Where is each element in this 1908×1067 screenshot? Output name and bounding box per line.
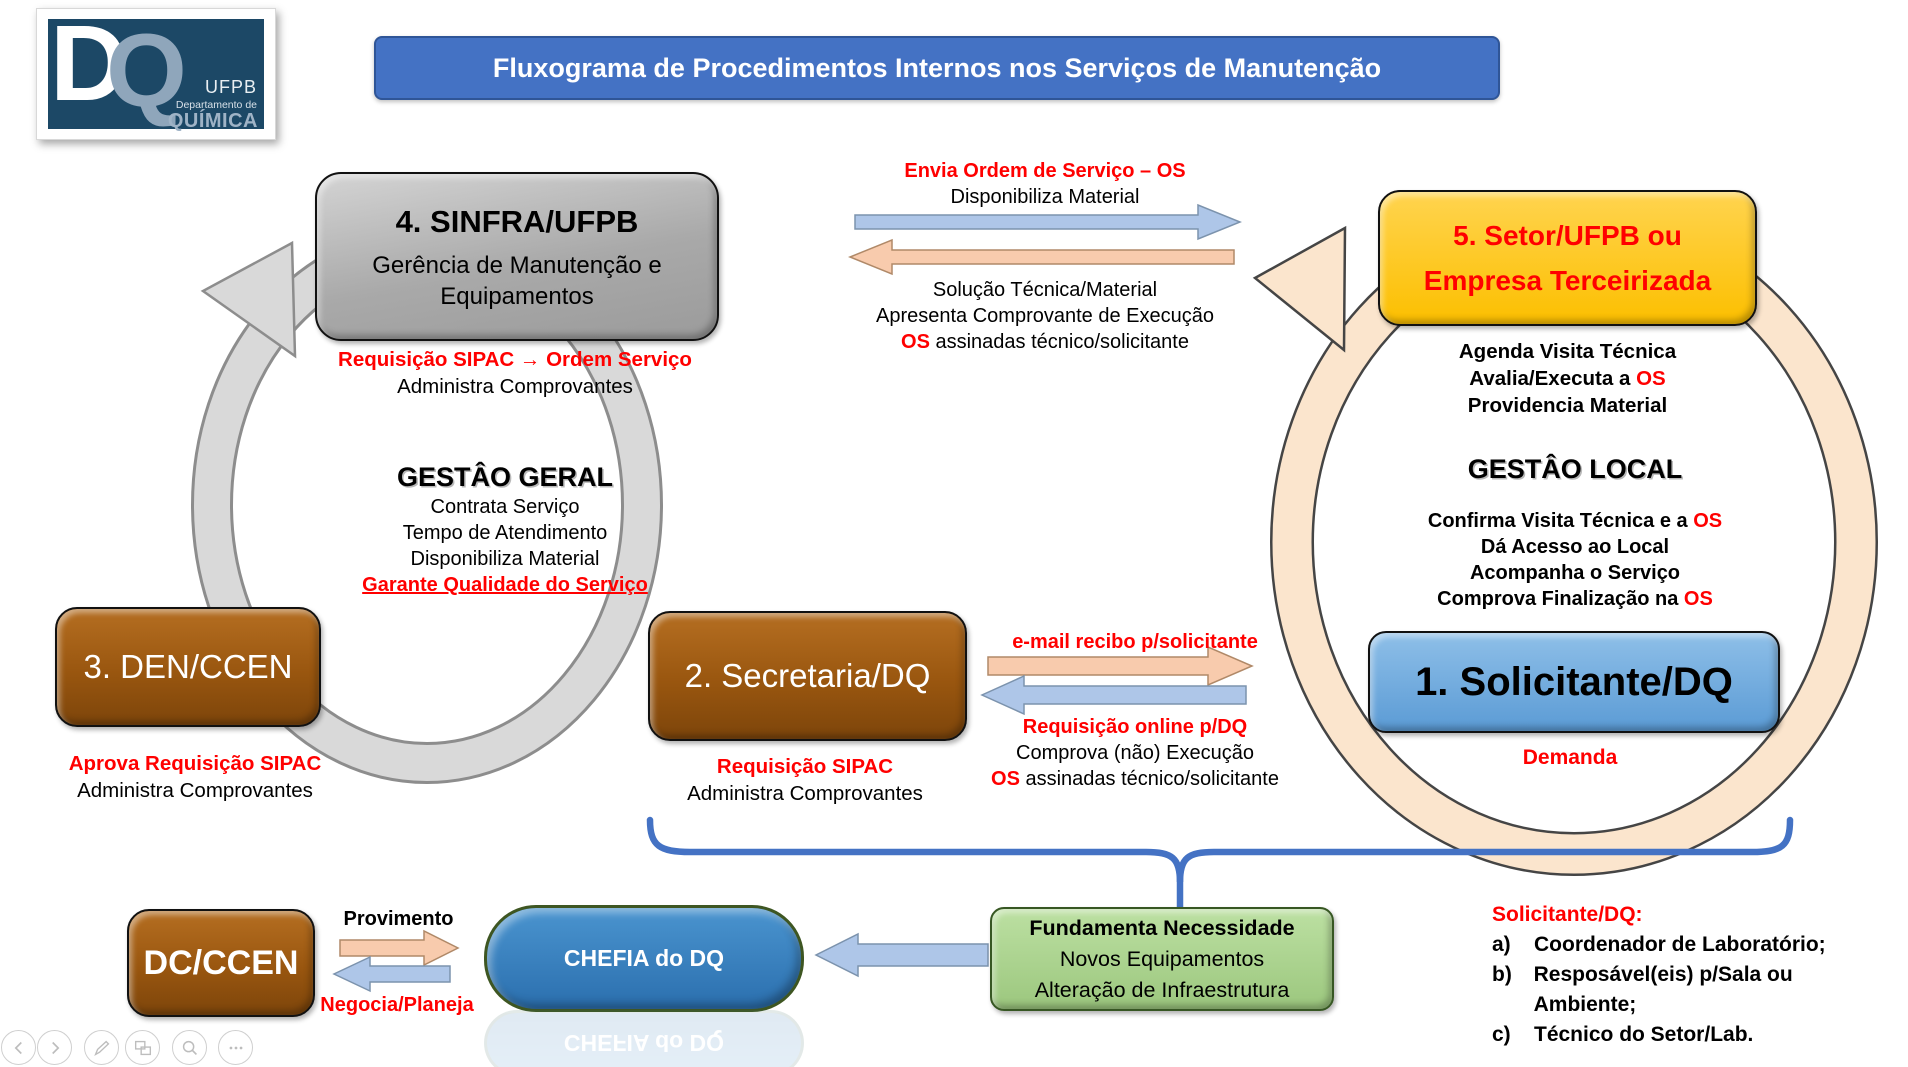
flow-top-back2: Apresenta Comprovante de Execução	[876, 305, 1214, 327]
slide-sorter-icon	[132, 1037, 154, 1059]
arrow-left-negocia-icon	[334, 957, 450, 991]
flow-mid-labels-below	[950, 714, 1320, 792]
previous-icon	[8, 1037, 30, 1059]
logo-letter-d: D	[50, 2, 128, 123]
setor-title-line1: 5. Setor/UFPB ou	[1453, 220, 1682, 251]
gestao-local-line2: Dá Acesso ao Local	[1480, 536, 1670, 558]
flow-top-red-label: Envia Ordem de Serviço – OS	[904, 160, 1186, 182]
logo-org-text: UFPB	[204, 77, 257, 97]
fundamenta-line2: Novos Equipamentos	[1059, 946, 1265, 971]
secretaria-note-red: Requisição SIPAC	[716, 755, 894, 778]
pen-icon	[91, 1037, 113, 1059]
gestao-local-line4-pre: Comprova Finalização na	[1437, 588, 1684, 610]
arrow-left-setor-to-sinfra-icon	[850, 240, 1234, 274]
node-sinfra-ufpb	[315, 172, 719, 341]
next-slide-button[interactable]	[37, 1030, 72, 1065]
requesters-legend	[1492, 900, 1897, 1050]
gestao-local-line3: Acompanha o Serviço	[1469, 562, 1681, 584]
flow-mid-red-label: Requisição online p/DQ	[1022, 716, 1248, 738]
fundamenta-line3: Alteração de Infraestrutura	[1034, 977, 1290, 1002]
arrow-right-provimento-icon	[340, 931, 458, 965]
logo-letter-q: Q	[106, 13, 187, 129]
item-a-text: Coordenador de Laboratório;	[1534, 933, 1826, 956]
gestao-local-line1	[1360, 508, 1790, 534]
zoom-button[interactable]	[172, 1030, 207, 1065]
chefia-title: CHEFIA do DQ	[563, 945, 725, 971]
gestao-local-line1-pre: Confirma Visita Técnica e a	[1427, 510, 1694, 532]
item-b-text: Resposável(eis) p/Sala ou Ambiente;	[1533, 963, 1793, 1016]
node-chefia-do-dq	[484, 905, 804, 1012]
flow-top-back1: Solução Técnica/Material	[932, 279, 1158, 301]
next-icon	[44, 1037, 66, 1059]
flow-mid-line2: Comprova (não) Execução	[1016, 742, 1254, 764]
dq-ufpb-logo	[36, 2, 276, 140]
setor-note1: Agenda Visita Técnica	[1458, 340, 1677, 363]
logo-quimica-text: QUÍMICA	[167, 110, 258, 132]
sinfra-note	[300, 346, 730, 400]
slide-sorter-button[interactable]	[125, 1030, 160, 1065]
zoom-icon	[179, 1037, 201, 1059]
spacer	[1360, 486, 1790, 508]
demanda-label: Demanda	[1522, 746, 1618, 769]
flow-top-back3	[820, 329, 1270, 355]
den-note-black: Administra Comprovantes	[77, 779, 313, 802]
flow-top-labels-above	[840, 158, 1250, 210]
gestao-geral-red-line: Garante Qualidade do Serviço	[362, 574, 648, 596]
requesters-title: Solicitante/DQ:	[1492, 903, 1643, 926]
gestao-geral-line3: Disponibiliza Material	[410, 548, 600, 570]
node-den-ccen	[55, 607, 321, 727]
gestao-local-block	[1360, 452, 1790, 612]
list-item	[1492, 1020, 1897, 1050]
chefia-reflection	[484, 1010, 804, 1067]
secretaria-note	[640, 753, 970, 807]
flow-mid-line3	[950, 766, 1320, 792]
os-text: OS	[1693, 510, 1723, 532]
den-title: 3. DEN/CCEN	[83, 648, 293, 685]
previous-slide-button[interactable]	[1, 1030, 36, 1065]
negocia-planeja-label: Negocia/Planeja	[320, 994, 474, 1016]
secretaria-title: 2. Secretaria/DQ	[684, 657, 931, 694]
arrow-left-solicitante-to-secretaria-icon	[982, 676, 1246, 714]
list-item	[1492, 930, 1897, 960]
sinfra-note-black: Administra Comprovantes	[397, 375, 633, 398]
item-c-text: Técnico do Setor/Lab.	[1534, 1023, 1754, 1046]
dc-title: DC/CCEN	[143, 943, 299, 982]
den-note	[30, 750, 360, 804]
more-options-button[interactable]	[218, 1030, 253, 1065]
flow-top-sub-label: Disponibiliza Material	[950, 186, 1140, 208]
setor-title-line2: Empresa Terceirizada	[1423, 265, 1712, 296]
flow-mid-line3-rest: assinadas técnico/solicitante	[1019, 768, 1279, 790]
list-item	[1492, 960, 1897, 1020]
node-dc-ccen	[127, 909, 315, 1017]
flow-top-labels-below	[820, 277, 1270, 355]
sinfra-title: 4. SINFRA/UFPB	[395, 203, 639, 239]
item-c-key: c)	[1492, 1023, 1511, 1046]
sinfra-note-red: Requisição SIPAC → Ordem Serviço	[338, 348, 692, 371]
gestao-geral-block	[300, 460, 710, 598]
os-text: OS	[991, 768, 1020, 790]
arrow-right-sinfra-to-setor-icon	[855, 205, 1240, 239]
fundamenta-line1: Fundamenta Necessidade	[1029, 915, 1295, 940]
item-a-key: a)	[1492, 933, 1511, 956]
gestao-local-title: GESTÂO LOCAL	[1467, 454, 1683, 484]
setor-note	[1385, 338, 1750, 419]
more-options-icon	[225, 1037, 247, 1059]
os-text: OS	[1683, 588, 1713, 610]
setor-note2-pre: Avalia/Executa a	[1469, 367, 1637, 390]
den-note-red: Aprova Requisição SIPAC	[68, 752, 322, 775]
gestao-geral-title: GESTÂO GERAL	[396, 462, 613, 492]
pen-tool-button[interactable]	[84, 1030, 119, 1065]
os-text: OS	[901, 331, 930, 353]
node-secretaria-dq	[648, 611, 967, 741]
chefia-reflection-text: CHEFIA do DQ	[563, 1030, 725, 1057]
gestao-geral-line2: Tempo de Atendimento	[402, 522, 608, 544]
item-b-key: b)	[1492, 963, 1512, 986]
logo-panel	[48, 2, 264, 132]
node-setor-ufpb	[1378, 190, 1757, 326]
solicitante-title: 1. Solicitante/DQ	[1415, 659, 1733, 704]
arrow-left-fundamenta-to-chefia-icon	[816, 934, 988, 976]
flow-mid-red-top: e-mail recibo p/solicitante	[1012, 631, 1258, 653]
node-fundamenta-necessidade	[990, 907, 1334, 1011]
page-title: Fluxograma de Procedimentos Internos nos Serviços de Manutenção	[374, 36, 1500, 100]
sinfra-subtitle-line2: Equipamentos	[440, 282, 594, 310]
logo-dept-text: Departamento de	[175, 99, 257, 111]
gestao-geral-line1: Contrata Serviço	[430, 496, 580, 518]
os-text: OS	[1636, 367, 1666, 390]
secretaria-note-black: Administra Comprovantes	[687, 782, 923, 805]
sinfra-subtitle	[372, 250, 662, 312]
setor-note2	[1385, 365, 1750, 392]
node-solicitante-dq	[1368, 631, 1780, 733]
gestao-local-line4	[1360, 586, 1790, 612]
provimento-label: Provimento	[343, 908, 454, 930]
sinfra-subtitle-line1: Gerência de Manutenção e	[372, 251, 662, 279]
setor-note3: Providencia Material	[1467, 394, 1668, 417]
flow-top-back3-rest: assinadas técnico/solicitante	[929, 331, 1189, 353]
